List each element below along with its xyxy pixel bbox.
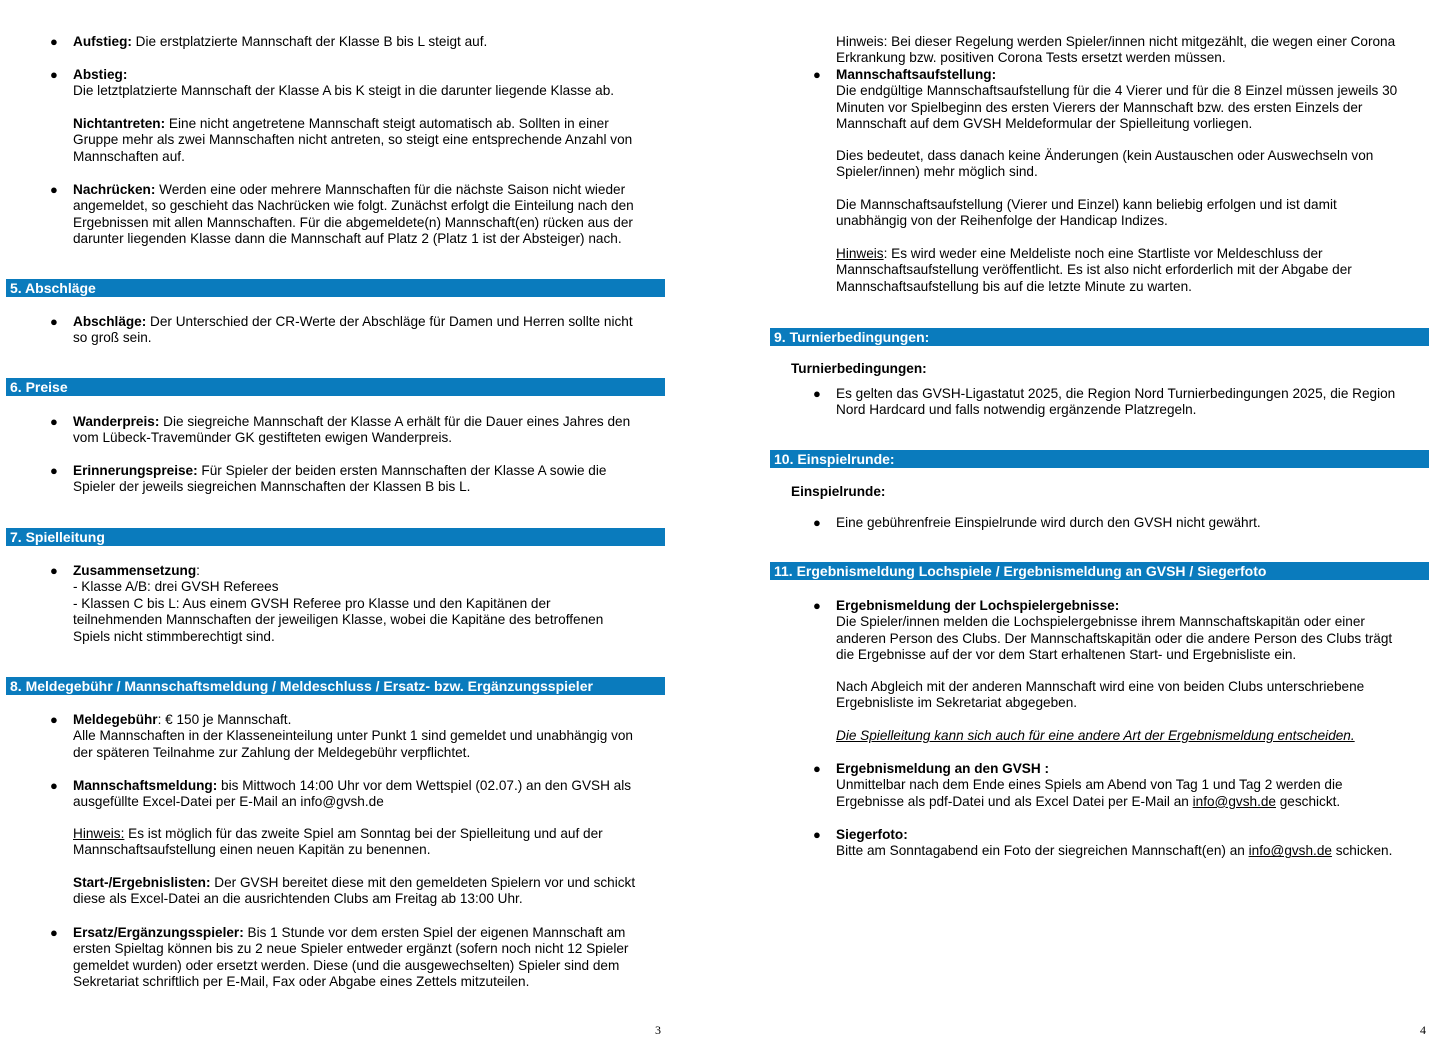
bullet-icon: ● <box>813 386 821 401</box>
email-link[interactable]: info@gvsh.de <box>1248 843 1332 859</box>
bullet-icon: ● <box>50 182 58 197</box>
page-number: 3 <box>655 1023 661 1037</box>
paragraph-hinweis-corona <box>836 34 1426 67</box>
item-text: die Ergebnisse auf der vor dem Start erhaltenen Start- und Ergebnisliste ein. <box>836 647 1297 663</box>
list-item-ersatzspieler <box>50 925 665 991</box>
bullet-icon: ● <box>50 34 58 49</box>
item-text: schicken. <box>1331 843 1393 859</box>
item-text: Nach Abgleich mit der anderen Mannschaft wird eine von beiden Clubs unterschriebene <box>836 679 1365 694</box>
item-label: Hinweis <box>836 246 884 261</box>
bullet-icon: ● <box>813 515 821 530</box>
paragraph-aufstellung-2 <box>836 148 1426 181</box>
item-text: Die siegreiche Mannschaft der Klasse A erhält für die Dauer eines Jahres den <box>159 414 631 429</box>
item-text: Erkrankung bzw. positiven Corona Tests ersetzt werden müssen. <box>836 50 1226 66</box>
item-text: Unmittelbar nach dem Ende eines Spiels am Abend von Tag 1 und Tag 2 werden die <box>836 777 1343 793</box>
item-text: der späteren Teilnahme zur Zahlung der Meldegebühr verpflichtet. <box>73 744 471 760</box>
item-text: Ergebnissen mit allen Mannschaften. Für die abgemeldete(n) Mannschaft(en) rücken aus der <box>73 214 633 230</box>
item-text: Ergebnisliste im Sekretariat abgegeben. <box>836 695 1078 711</box>
item-text: ausgefüllte Excel-Datei per E-Mail an info@gvsh.de <box>73 794 384 810</box>
item-text: Sekretariat schriftlich per E-Mail, Fax oder Abgabe eines Zettels mitzuteilen. <box>73 974 530 990</box>
item-label: Aufstieg: <box>73 34 132 49</box>
item-text: : <box>196 563 200 578</box>
item-text: Minuten vor Spielbeginn des ersten Vierers der Mannschaft bzw. des ersten Einzels der <box>836 99 1363 115</box>
item-text: Spiels nicht stimmberechtigt sind. <box>73 628 275 644</box>
section-header-5: 5. Abschläge <box>6 279 665 297</box>
section-header-8: 8. Meldegebühr / Mannschaftsmeldung / Meldeschluss / Ersatz- bzw. Ergänzungsspieler <box>6 677 665 695</box>
item-text: : Es wird weder eine Meldeliste noch eine Startliste vor Meldeschluss der <box>883 246 1323 261</box>
item-text: Hinweis: Bei dieser Regelung werden Spieler/innen nicht mitgezählt, die wegen einer Corona <box>836 34 1396 49</box>
item-label: Hinweis: <box>73 826 125 841</box>
item-text: Alle Mannschaften in der Klasseneinteilung unter Punkt 1 sind gemeldet und unabhängig von <box>73 728 633 744</box>
bullet-icon: ● <box>50 314 58 329</box>
item-label: Nachrücken: <box>73 182 156 197</box>
email-link[interactable]: info@gvsh.de <box>1192 793 1276 809</box>
list-item-wanderpreis <box>50 414 665 447</box>
item-text: : € 150 je Mannschaft. <box>157 712 292 727</box>
list-item-lochspiele <box>813 598 1426 664</box>
item-text: Nord Hardcard und falls notwendig ergänzende Platzregeln. <box>836 402 1197 418</box>
item-text: teilnehmenden Mannschaften der jeweiligen Klasse, wobei die Kapitäne des betroffenen <box>73 612 604 628</box>
section-header-9: 9. Turnierbedingungen: <box>770 328 1429 346</box>
item-text: Die Mannschaftsaufstellung (Vierer und Einzel) kann beliebig erfolgen und ist damit <box>836 197 1337 212</box>
item-text: Bitte am Sonntagabend ein Foto der siegreichen Mannschaft(en) an <box>836 843 1249 859</box>
item-text: Eine nicht angetretene Mannschaft steigt automatisch ab. Sollten in einer <box>165 116 609 131</box>
item-label: Siegerfoto: <box>836 827 908 842</box>
item-text: - Klassen C bis L: Aus einem GVSH Referee pro Klasse und den Kapitänen der <box>73 595 551 611</box>
bullet-icon: ● <box>50 563 58 578</box>
item-text: Gruppe mehr als zwei Mannschaften nicht antreten, so steigt eine entsprechende Anzahl von <box>73 132 633 148</box>
item-label: Wanderpreis: <box>73 414 160 429</box>
list-item-zusammensetzung <box>50 563 665 645</box>
item-text: Die letztplatzierte Mannschaft der Klasse A bis K steigt in die darunter liegende Klasse ab. <box>73 83 615 99</box>
item-text: Mannschaft auf dem GVSH Meldeformular der Spielleitung vorliegen. <box>836 116 1253 132</box>
item-label: Abstieg: <box>73 67 128 82</box>
item-text: Es ist möglich für das zweite Spiel am Sonntag bei der Spielleitung und auf der <box>124 826 603 841</box>
page-right <box>764 0 1435 1053</box>
list-item-gvsh-meldung <box>813 761 1426 810</box>
list-item-aufstieg <box>50 34 665 50</box>
item-label: Mannschaftsaufstellung: <box>836 67 997 82</box>
item-text: angemeldet, so geschieht das Nachrücken wie folgt. Zunächst erfolgt die Einteilung nach den <box>73 198 634 214</box>
bullet-icon: ● <box>50 463 58 478</box>
item-text: Werden eine oder mehrere Mannschaften für die nächste Saison nicht wieder <box>155 182 626 197</box>
section-header-7: 7. Spielleitung <box>6 528 665 546</box>
item-text: bis Mittwoch 14:00 Uhr vor dem Wettspiel (02.07.) an den GVSH als <box>217 778 632 793</box>
bullet-icon: ● <box>50 925 58 940</box>
page-number: 4 <box>1420 1023 1426 1037</box>
bullet-icon: ● <box>813 67 821 82</box>
item-text: Mannschaften auf. <box>73 148 185 164</box>
paragraph-startlisten <box>73 875 665 908</box>
section-header-10: 10. Einspielrunde: <box>770 450 1429 468</box>
item-text: anderen Person des Clubs. Der Mannschaftskapitän oder die andere Person des Clubs trägt <box>836 630 1393 646</box>
list-item-meldegebuehr <box>50 712 665 761</box>
item-text: Die erstplatzierte Mannschaft der Klasse B bis L steigt auf. <box>131 34 488 49</box>
item-text: Dies bedeutet, dass danach keine Änderungen (kein Austauschen oder Auswechseln von <box>836 148 1374 163</box>
item-text: Der GVSH bereitet diese mit den gemeldeten Spielern vor und schickt <box>210 875 636 890</box>
item-text: Spieler der jeweils siegreichen Mannschaften der Klassen B bis L. <box>73 479 471 495</box>
item-text: Mannschaftsaufstellung veröffentlicht. Es ist also nicht erforderlich mit der Abgabe der <box>836 262 1352 278</box>
bullet-icon: ● <box>50 414 58 429</box>
item-label: Mannschaftsmeldung: <box>73 778 218 793</box>
list-item-aufstellung <box>813 67 1426 133</box>
item-text: Ergebnisse als pdf-Datei und als Excel Datei per E-Mail an <box>836 793 1193 809</box>
item-text: so groß sein. <box>73 330 152 346</box>
section-subhead-10: Einspielrunde: <box>791 484 886 499</box>
item-text: vom Lübeck-Travemünder GK gestifteten ewigen Wanderpreis. <box>73 430 453 446</box>
list-item-einspielrunde <box>813 515 1426 531</box>
page-left <box>0 0 672 1053</box>
item-text: Mannschaftsaufstellung einen neuen Kapitän zu benennen. <box>73 842 431 858</box>
item-text: darunter liegenden Klasse dann die Mannschaft auf Platz 2 (Platz 1 ist der Absteiger) nach. <box>73 231 622 247</box>
list-item-turnierbedingungen <box>813 386 1426 419</box>
item-label: Meldegebühr <box>73 712 158 727</box>
section-header-6: 6. Preise <box>6 378 665 396</box>
list-item-nachruecken <box>50 182 665 248</box>
item-text: Es gelten das GVSH-Ligastatut 2025, die Region Nord Turnierbedingungen 2025, die Region <box>836 386 1396 401</box>
item-label: Start-/Ergebnislisten: <box>73 875 211 890</box>
item-label: Ergebnismeldung an den GVSH : <box>836 761 1049 776</box>
item-text: unabhängig von der Reihenfolge der Handicap Indizes. <box>836 213 1168 229</box>
item-text: diese als Excel-Datei an die ausrichtenden Clubs am Freitag ab 13:00 Uhr. <box>73 891 523 907</box>
item-text: Spieler/innen) mehr möglich sind. <box>836 164 1038 180</box>
paragraph-aufstellung-3 <box>836 197 1426 230</box>
item-label: Erinnerungspreise: <box>73 463 198 478</box>
list-item-siegerfoto <box>813 827 1426 860</box>
item-text: Die Spielleitung kann sich auch für eine andere Art der Ergebnismeldung entscheiden. <box>836 728 1355 743</box>
section-header-11: 11. Ergebnismeldung Lochspiele / Ergebnismeldung an GVSH / Siegerfoto <box>770 562 1429 580</box>
item-label: Ersatz/Ergänzungsspieler: <box>73 925 244 940</box>
item-text: - Klasse A/B: drei GVSH Referees <box>73 579 279 595</box>
item-label: Zusammensetzung <box>73 563 197 578</box>
list-item-erinnerungspreise <box>50 463 665 496</box>
list-item-abstieg <box>50 67 665 100</box>
item-text: ersten Spieltag können bis zu 2 neue Spieler entweder ergänzt (sofern noch nicht 12 Spieler <box>73 941 629 957</box>
bullet-icon: ● <box>813 827 821 842</box>
item-text: Eine gebührenfreie Einspielrunde wird durch den GVSH nicht gewährt. <box>836 515 1261 530</box>
item-text: Mannschaftsaufstellung bis auf die letzte Minute zu warten. <box>836 278 1192 294</box>
paragraph-lochspiele-2 <box>836 679 1426 712</box>
item-text: Die endgültige Mannschaftsaufstellung für die 4 Vierer und für die 8 Einzel müssen jeweils 30 <box>836 83 1398 99</box>
bullet-icon: ● <box>50 712 58 727</box>
item-text: Die Spieler/innen melden die Lochspielergebnisse ihrem Mannschaftskapitän oder einer <box>836 614 1365 630</box>
bullet-icon: ● <box>50 778 58 793</box>
bullet-icon: ● <box>813 598 821 613</box>
paragraph-aufstellung-hinweis <box>836 246 1426 295</box>
item-text: gemeldet wurden) oder ersetzt werden. Diese (und die ausgewechselten) Spieler sind dem <box>73 957 620 973</box>
item-text: geschickt. <box>1275 793 1341 809</box>
item-text: Für Spieler der beiden ersten Mannschaften der Klasse A sowie die <box>197 463 607 478</box>
paragraph-nichtantreten <box>73 116 665 165</box>
bullet-icon: ● <box>50 67 58 82</box>
item-label: Nichtantreten: <box>73 116 166 131</box>
section-subhead-9: Turnierbedingungen: <box>791 361 927 376</box>
paragraph-hinweis-kapitaen <box>73 826 665 859</box>
bullet-icon: ● <box>813 761 821 776</box>
item-text: Bis 1 Stunde vor dem ersten Spiel der eigenen Mannschaft am <box>243 925 626 940</box>
item-label: Abschläge: <box>73 314 147 329</box>
item-text: Der Unterschied der CR-Werte der Abschläge für Damen und Herren sollte nicht <box>146 314 633 329</box>
list-item-abschlaege <box>50 314 665 347</box>
paragraph-lochspiele-3 <box>836 728 1426 744</box>
list-item-mannschaftsmeldung <box>50 778 665 811</box>
item-label: Ergebnismeldung der Lochspielergebnisse: <box>836 598 1120 613</box>
